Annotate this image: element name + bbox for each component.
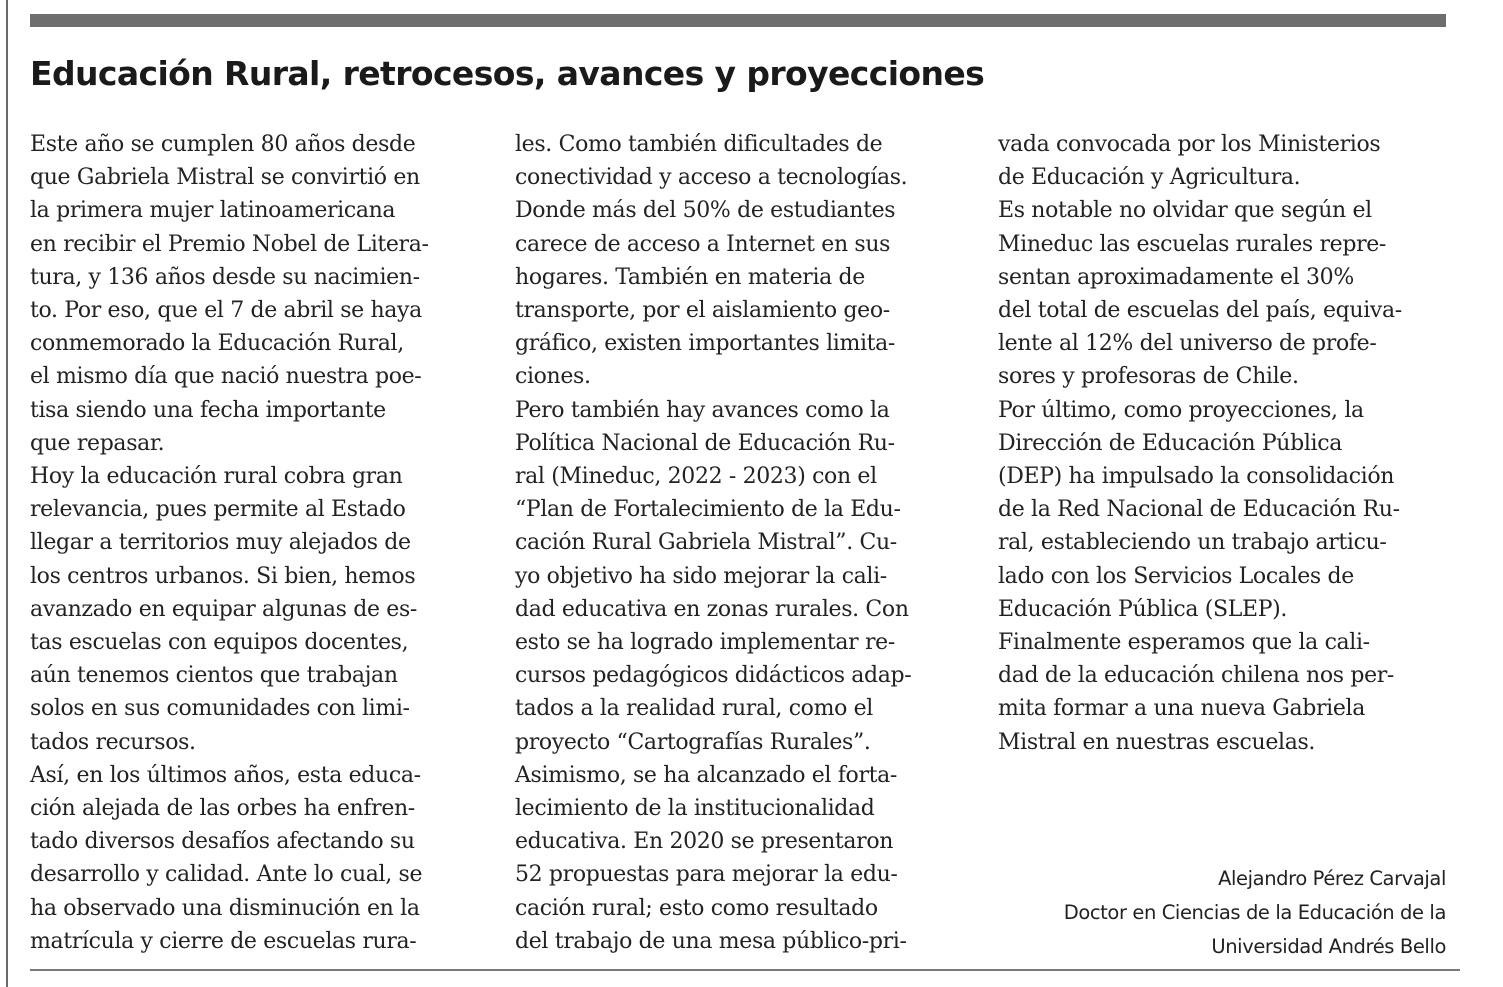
article-column-2: les. Como también dificultades de conectividad y acceso a tecnologías. Donde más del 50% de estudiantes carece de acceso a Internet en sus hogares. También en materia de transporte, por el aislamiento geo- gráfico, existen importantes limita- ciones. Pero también hay avances como la Política Nacional de Educación Ru- ral (Mineduc, 2022 - 2023) con el “Plan de Fortalecimiento de la Edu- cación Rural Gabriela Mistral”. Cu- yo objetivo ha sido mejorar la cali- dad educativa en zonas rurales. Con esto se ha logrado implementar re- cursos pedagógicos didácticos adap- tados a la realidad rural, como el proyecto “Cartografías Rurales”. Asimismo, se ha alcanzado el forta- lecimiento de la institucionalidad educativa. En 2020 se presentaron 52 propuestas para mejorar la edu- cación rural; esto como resultado del trabajo de una mesa público-pri- xyxy=(515,132,912,954)
article-column-1: Este año se cumplen 80 años desde que Gabriela Mistral se convirtió en la primera mujer latinoamericana en recibir el Premio Nobel de Litera- tura, y 136 años desde su nacimien- to. Por eso, que el 7 de abril se haya conmemorado la Educación Rural, el mismo día que nació nuestra poe- tisa siendo una fecha importante que repasar. Hoy la educación rural cobra gran relevancia, pues permite al Estado llegar a territorios muy alejados de los centros urbanos. Si bien, hemos avanzado en equipar algunas de es- tas escuelas con equipos docentes, aún tenemos cientos que trabajan solos en sus comunidades con limi- tados recursos. Así, en los últimos años, esta educa- ción alejada de las orbes ha enfren- tado diversos desafíos afectando su desarrollo y calidad. Ante lo cual, se ha observado una disminución en la matrícula y cierre de escuelas rura- xyxy=(30,132,429,954)
header-bar xyxy=(30,14,1446,27)
author-title-line-2: Universidad Andrés Bello xyxy=(1211,935,1446,958)
left-margin-rule xyxy=(6,0,8,987)
author-name: Alejandro Pérez Carvajal xyxy=(1218,867,1446,890)
footer-rule xyxy=(30,969,1460,971)
article-column-3: vada convocada por los Ministerios de Educación y Agricultura. Es notable no olvidar que según el Mineduc las escuelas rurales repre- sentan aproximadamente el 30% del total de escuelas del país, equiva- lente al 12% del universo de profe- sores y profesoras de Chile. Por último, como proyecciones, la Dirección de Educación Pública (DEP) ha impulsado la consolidación de la Red Nacional de Educación Ru- ral, estableciendo un trabajo articu- lado con los Servicios Locales de Educación Pública (SLEP). Finalmente esperamos que la cali- dad de la educación chilena nos per- mita formar a una nueva Gabriela Mistral en nuestras escuelas. xyxy=(998,132,1402,755)
author-title-line-1: Doctor en Ciencias de la Educación de la xyxy=(1063,901,1446,924)
article-headline: Educación Rural, retrocesos, avances y proyecciones xyxy=(30,54,985,93)
author-signature xyxy=(1064,862,1446,964)
